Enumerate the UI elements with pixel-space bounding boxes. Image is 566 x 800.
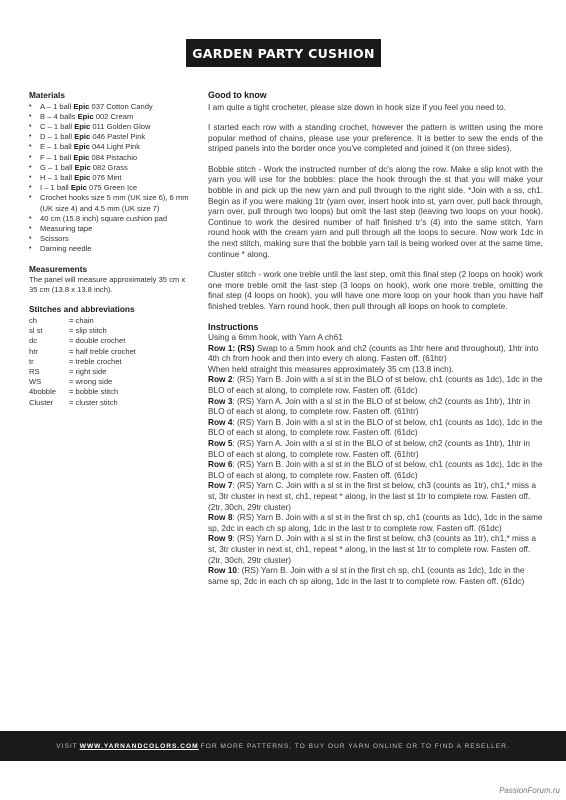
instruction-row: Row 9: (RS) Yarn D. Join with a sl st in the first st below, ch3 (counts as 1tr), ch1,* miss a st, 3tr cluster in next st, ch1, repeat * along, in the last st 1tr to complete row. Fasten off. (2tr, 30ch, 29tr cluster) <box>208 533 536 565</box>
instructions-section <box>208 322 543 587</box>
measurements-text: The panel will measure approximately 35 cm x 35 cm (13.8 x 13.8 inch). <box>29 275 186 295</box>
abbreviations-section <box>29 304 189 407</box>
material-item: • 40 cm (15.8 inch) square cushion pad <box>29 214 189 224</box>
paragraph: Cluster stitch - work one treble until the last step, omit this final step (2 loops on hook) work one more treble omit the last step (3 loops on hook), work one more treble, omitting the final step (4 loops on hook), you will have one more loop on your hook than you have half finished trebles. Yarn round hook, then pull through all loops on hook to complete. <box>208 269 543 311</box>
footer-link[interactable]: WWW.YARNANDCOLORS.COM <box>79 742 199 750</box>
measurements-heading: Measurements <box>29 263 88 274</box>
abbreviations-list <box>29 316 189 408</box>
row-text: Swap to a 5mm hook and ch2 (counts as 1htr here and throughout), 1htr into 4th ch from hook and then into every ch along. Fasten off. (61htr) <box>208 342 539 364</box>
material-item: • Measuring tape <box>29 224 189 234</box>
instructions-heading: Instructions <box>208 321 259 332</box>
abbreviation-row: RS = right side <box>29 366 107 376</box>
materials-heading: Materials <box>29 90 65 100</box>
footer-bar <box>0 731 566 761</box>
instructions-note: When held straight this measures approximately 35 cm (13.8 inch). <box>208 363 454 374</box>
paragraph: Bobble stitch - Work the instructed number of dc's along the row. Make a slip knot with the yarn you will use for the bobbles: place the hook through the st that you will make your bobble in and pick up the new yarn and pull through to the right side. *Join with a ss, ch1. Begin as if you were making 1tr (yarn over, insert hook into st, yarn over, pull back through, yarn over, pull through two loops) but omit the last step (leaving two loops on your hook). Continue to work the desired number of half finished tr's (4) into the same stitch. Yarn round hook with the cream yarn and pull through all the loops to secure. Now work 1dc in the next stitch, making sure that the bobble yarn tail is being worked over at the same time, continue * along. <box>208 163 543 259</box>
material-item: • H – 1 ball Epic 076 Mint <box>29 173 189 183</box>
instruction-row: Row 4: (RS) Yarn B. Join with a sl st in the BLO of st below, ch1 (counts as 1dc), 1dc in the BLO of each st along, to complete row. Fasten off. (61dc) <box>208 416 543 438</box>
page-title: GARDEN PARTY CUSHION <box>186 39 381 67</box>
material-item: • Darning needle <box>29 244 189 254</box>
material-item: • I – 1 ball Epic 075 Green Ice <box>29 183 189 193</box>
instruction-row: Row 7: (RS) Yarn C. Join with a sl st in the first st below, ch3 (counts as 1tr), ch1,* miss a st, 3tr cluster in next st, ch1, repeat * along, in the last st 1tr to complete row. Fasten off. (2tr, 30ch, 29tr cluster) <box>208 480 536 512</box>
material-item: • A – 1 ball Epic 037 Cotton Candy <box>29 102 189 112</box>
material-item: • C – 1 ball Epic 011 Golden Glow <box>29 122 189 132</box>
main-column <box>208 90 543 586</box>
instruction-row: Row 8: (RS) Yarn B. Join with a sl st in the first ch sp, ch1 (counts as 1dc), 1dc in the same sp, 2dc in each ch sp along, 1dc in the last tr to complete row. Fasten off. (61dc) <box>208 512 543 533</box>
material-item: • G – 1 ball Epic 082 Grass <box>29 163 189 173</box>
abbreviation-row: ch = chain <box>29 315 94 325</box>
rows-list <box>208 374 543 586</box>
footer-text-post: FOR MORE PATTERNS, TO BUY OUR YARN ONLINE OR TO FIND A RESELLER. <box>200 742 510 750</box>
material-item: • Crochet hooks size 5 mm (UK size 6), 6 mm (UK size 4) and 4.5 mm (UK size 7) <box>29 193 189 213</box>
instruction-row: Row 5: (RS) Yarn A. Join with a sl st in the BLO of st below, ch2 (counts as 1htr), 1htr in BLO of each st along, to complete row. Fasten off. (61htr) <box>208 438 531 459</box>
abbreviation-row: tr = treble crochet <box>29 356 122 366</box>
instruction-row: Row 3: (RS) Yarn A. Join with a sl st in the BLO of st below, ch2 (counts as 1htr), 1htr in BLO of each st along, to complete row. Fasten off. (61htr) <box>208 395 531 417</box>
paragraph: I am quite a tight crocheter, please size down in hook size if you feel you need to. <box>208 101 506 112</box>
material-item: • B – 4 balls Epic 002 Cream <box>29 112 189 122</box>
abbreviation-row: sl st = slip stitch <box>29 326 107 336</box>
sidebar-column <box>29 90 189 408</box>
footer-text-pre: VISIT <box>56 742 78 750</box>
row-label: Row 1: (RS) <box>208 342 255 353</box>
materials-list <box>29 102 189 255</box>
instruction-row: Row 6: (RS) Yarn B. Join with a sl st in the BLO of st below, ch1 (counts as 1dc), 1dc in the BLO of each st along, to complete row. Fasten off. (61dc) <box>208 459 543 480</box>
abbreviation-row: 4bobble = bobble stitch <box>29 387 119 397</box>
instruction-row: Row 2: (RS) Yarn B. Join with a sl st in the BLO of st below, ch1 (counts as 1dc), 1dc in the BLO of each st along, to complete row. Fasten off. (61dc) <box>208 374 543 396</box>
abbreviations-heading: Stitches and abbreviations <box>29 304 135 315</box>
instructions-intro: Using a 6mm hook, with Yarn A ch61 <box>208 332 343 343</box>
abbreviation-row: htr = half treble crochet <box>29 346 136 356</box>
abbreviation-row: WS = wrong side <box>29 377 113 387</box>
measurements-section <box>29 264 189 296</box>
material-item: • D – 1 ball Epic 046 Pastel Pink <box>29 132 189 142</box>
abbreviation-row: dc = double crochet <box>29 336 126 346</box>
material-item: • F – 1 ball Epic 084 Pistachio <box>29 153 189 163</box>
abbreviation-row: Cluster = cluster stitch <box>29 397 118 407</box>
good-to-know-heading: Good to know <box>208 90 267 100</box>
material-item: • Scissors <box>29 234 189 244</box>
watermark: PassionForum.ru <box>499 786 560 795</box>
material-item: • E – 1 ball Epic 044 Light Pink <box>29 142 189 152</box>
instruction-row: Row 10: (RS) Yarn B. Join with a sl st in the first ch sp, ch1 (counts as 1dc), 1dc in the same sp, 2dc in each ch sp along, 1dc in the last tr to complete row. Fasten off. (61dc) <box>208 565 525 586</box>
paragraph: I started each row with a standing crochet, however the pattern is written using the more popular method of chains, please use your preference. It is better to sew the ends of the striped panels into the border once you've completed and joined it (on three sides). <box>208 122 543 154</box>
row-1 <box>208 343 543 364</box>
